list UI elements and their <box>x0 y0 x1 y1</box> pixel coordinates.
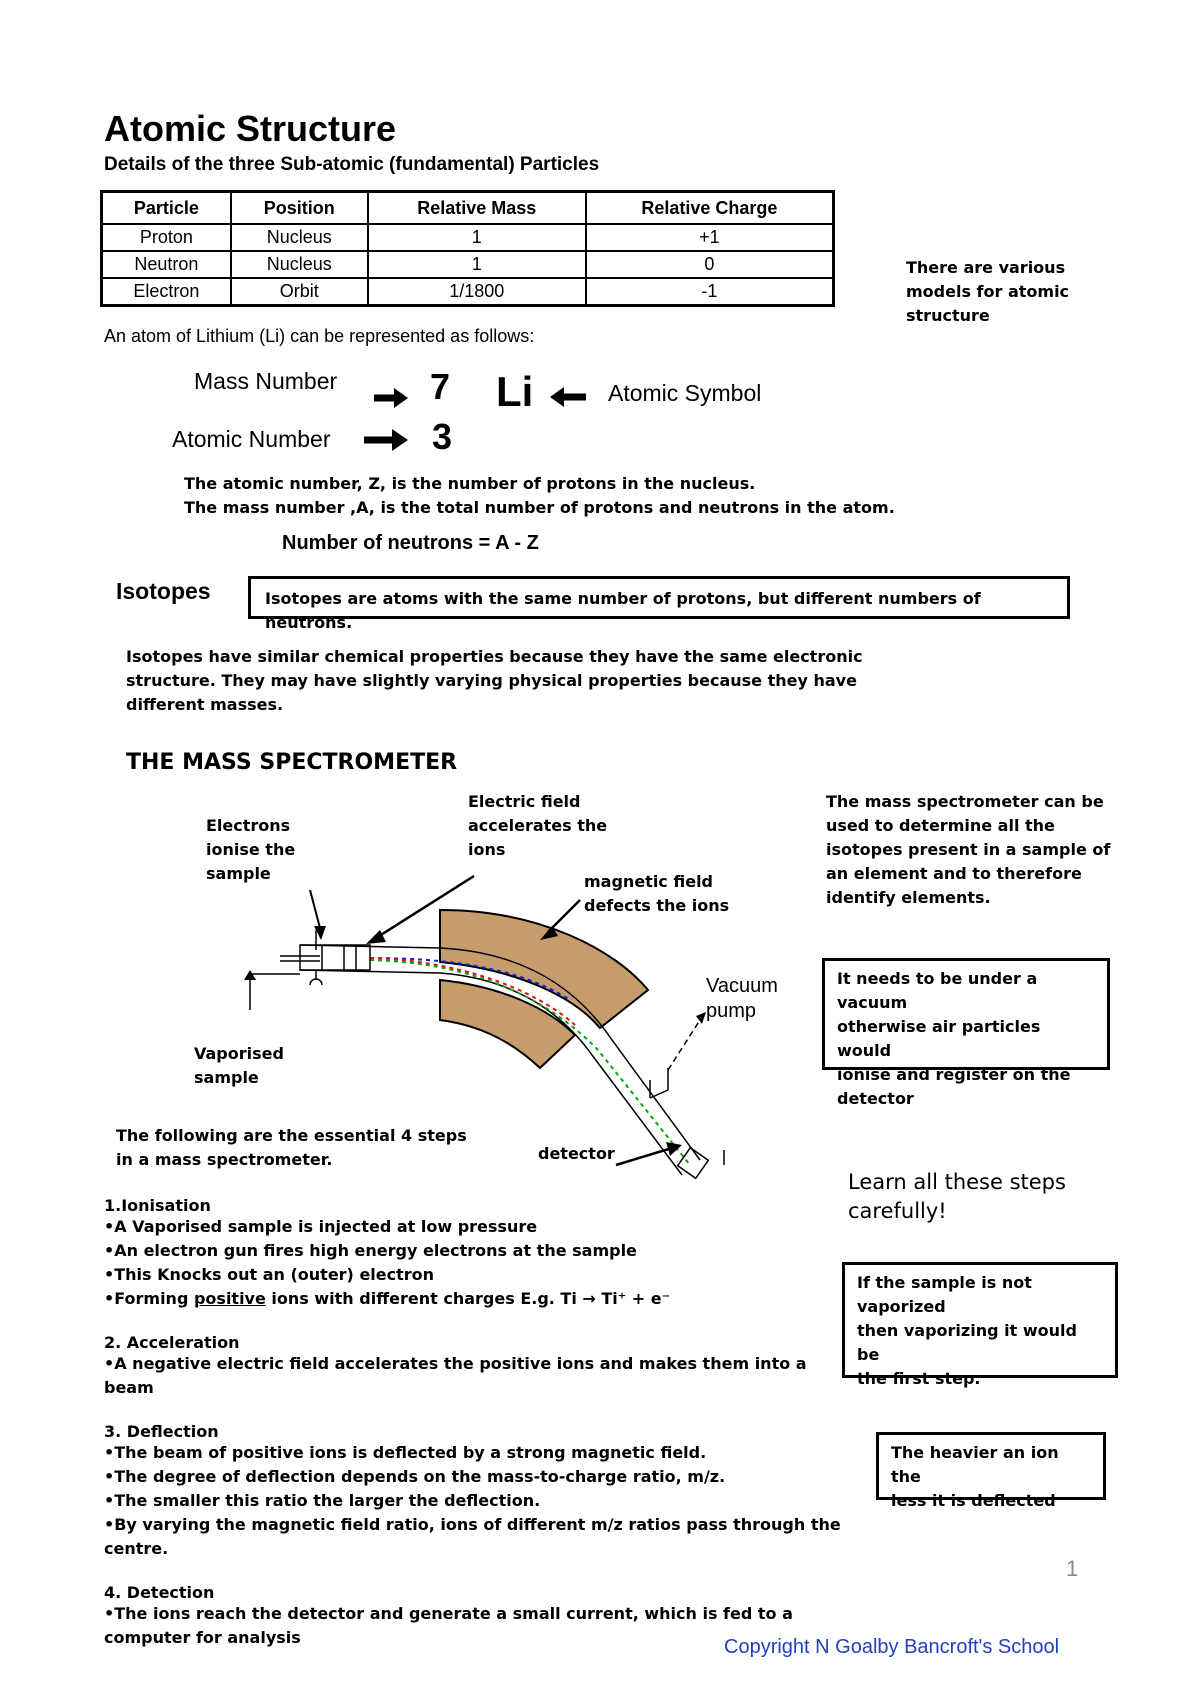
label-line: Electric field <box>468 792 581 811</box>
atomic-symbol-label: Atomic Symbol <box>608 380 762 406</box>
label-line: Electrons <box>206 816 291 835</box>
note-line: less it is deflected <box>891 1491 1056 1510</box>
note-line: then vaporizing it would be <box>857 1321 1077 1364</box>
mass-spectrometer-diagram <box>0 780 760 1180</box>
element-symbol: Li <box>496 368 534 415</box>
note-line: carefully! <box>848 1199 947 1223</box>
detector-box <box>678 1148 709 1179</box>
note-line: It needs to be under a vacuum <box>837 969 1038 1012</box>
note-line: Learn all these steps <box>848 1170 1066 1194</box>
table-cell: Orbit <box>231 278 368 306</box>
essential-steps-note <box>116 1124 467 1172</box>
isotopes-heading: Isotopes <box>116 578 211 604</box>
mass-number-definition: The mass number ,A, is the total number of protons and neutrons in the atom. <box>184 498 895 517</box>
section-subtitle: Details of the three Sub-atomic (fundamental) Particles <box>104 154 600 175</box>
arrow-left-icon <box>550 387 586 407</box>
table-cell: 1 <box>368 251 586 278</box>
detector-pointer <box>616 1148 672 1165</box>
paragraph-line: structure. They may have slightly varying physical properties because they have <box>126 671 857 690</box>
isotopes-definition-box: Isotopes are atoms with the same number of protons, but different numbers of neutrons. <box>248 576 1070 619</box>
note-line: The heavier an ion the <box>891 1443 1059 1486</box>
label-line: pump <box>706 1000 757 1022</box>
step-title: 1.Ionisation <box>104 1196 211 1215</box>
note-line: identify elements. <box>826 888 991 907</box>
note-line: detector <box>837 1089 914 1108</box>
label-line: defects the ions <box>584 896 730 915</box>
note-line: in a mass spectrometer. <box>116 1150 333 1169</box>
step-bullet: •By varying the magnetic field ratio, ions of different m/z ratios pass through the centre. <box>104 1515 841 1558</box>
table-header: Position <box>231 192 368 225</box>
label-line: accelerates the <box>468 816 608 835</box>
table-header: Relative Charge <box>586 192 834 225</box>
note-line: isotopes present in a sample of <box>826 840 1111 859</box>
text-span: •Forming <box>104 1289 194 1308</box>
lithium-intro: An atom of Lithium (Li) can be represented as follows: <box>104 326 535 346</box>
note-line: ionise and register on the <box>837 1065 1071 1084</box>
electrons-pointer <box>310 890 320 928</box>
arrow-right-icon <box>374 388 408 408</box>
paragraph-line: Isotopes have similar chemical properties because they have the same electronic <box>126 647 863 666</box>
table-cell: Nucleus <box>231 251 368 278</box>
table-cell: 0 <box>586 251 834 278</box>
learn-steps-note <box>848 1168 1066 1226</box>
table-cell: Proton <box>102 224 231 251</box>
table-cell: -1 <box>586 278 834 306</box>
table-header: Relative Mass <box>368 192 586 225</box>
table-cell: Neutron <box>102 251 231 278</box>
step-bullet <box>104 1287 844 1311</box>
step-bullet: •The smaller this ratio the larger the deflection. <box>104 1491 541 1510</box>
detector-label: detector <box>538 1144 615 1163</box>
page-title: Atomic Structure <box>104 108 397 149</box>
step-bullet: •The ions reach the detector and generate a small current, which is fed to a computer for analysis <box>104 1604 793 1647</box>
mass-number-label: Mass Number <box>194 368 338 394</box>
note-line: The following are the essential 4 steps <box>116 1126 467 1145</box>
table-cell: +1 <box>586 224 834 251</box>
neutron-formula: Number of neutrons = A - Z <box>282 532 539 554</box>
mass-spec-purpose-note <box>826 790 1110 910</box>
ionisation-chamber <box>300 945 370 970</box>
underlined-word: positive <box>193 1289 266 1308</box>
table-cell: Nucleus <box>231 224 368 251</box>
label-line: sample <box>206 864 271 883</box>
step-bullet: •The beam of positive ions is deflected by a strong magnetic field. <box>104 1443 707 1462</box>
vacuum-arrow <box>668 1020 700 1070</box>
models-note: There are various models for atomic structure <box>906 258 1070 325</box>
notation-arrows <box>0 0 1200 470</box>
arrow-right-icon <box>364 429 408 451</box>
note-line: If the sample is not vaporized <box>857 1273 1032 1316</box>
note-line: the first step. <box>857 1369 981 1388</box>
copyright-footer: Copyright N Goalby Bancroft's School <box>724 1636 1060 1658</box>
mass-spectrometer-heading: THE MASS SPECTROMETER <box>126 750 458 775</box>
page-number: 1 <box>1066 1556 1079 1581</box>
table-cell: 1/1800 <box>368 278 586 306</box>
step-bullet: •A Vaporised sample is injected at low pressure <box>104 1217 538 1236</box>
magnetic-pointer <box>548 900 580 932</box>
vacuum-note-box <box>822 958 1110 1108</box>
isotopes-paragraph <box>126 645 863 717</box>
note-line: otherwise air particles would <box>837 1017 1041 1060</box>
atomic-number-definition: The atomic number, Z, is the number of protons in the nucleus. <box>184 474 756 493</box>
step-bullet: •An electron gun fires high energy electrons at the sample <box>104 1241 637 1260</box>
label-line: Vaporised <box>194 1044 284 1063</box>
label-line: ionise the <box>206 840 296 859</box>
paragraph-line: different masses. <box>126 695 284 714</box>
table-cell: Electron <box>102 278 231 306</box>
step-title: 4. Detection <box>104 1583 215 1602</box>
atomic-number-label: Atomic Number <box>172 426 331 452</box>
vaporize-note-box <box>842 1262 1118 1388</box>
label-line: magnetic field <box>584 872 713 891</box>
step-title: 2. Acceleration <box>104 1333 240 1352</box>
steps-list <box>104 1196 844 1650</box>
note-line: an element and to therefore <box>826 864 1082 883</box>
mass-number-value: 7 <box>430 366 451 407</box>
step-bullet: •This Knocks out an (outer) electron <box>104 1265 435 1284</box>
heavier-ion-note-box <box>876 1432 1106 1510</box>
atomic-number-value: 3 <box>432 416 453 457</box>
label-line: sample <box>194 1068 259 1087</box>
note-line: used to determine all the <box>826 816 1055 835</box>
table-header: Particle <box>102 192 231 225</box>
step-bullet: •A negative electric field accelerates the positive ions and makes them into a beam <box>104 1354 807 1397</box>
note-line: The mass spectrometer can be <box>826 792 1104 811</box>
step-title: 3. Deflection <box>104 1422 219 1441</box>
table-cell: 1 <box>368 224 586 251</box>
step-bullet: •The degree of deflection depends on the mass-to-charge ratio, m/z. <box>104 1467 726 1486</box>
text-span: ions with different charges E.g. Ti → Ti⁺ + e⁻ <box>265 1289 671 1308</box>
sample-inlet <box>250 974 300 1010</box>
label-line: Vacuum <box>706 975 778 997</box>
label-line: ions <box>468 840 506 859</box>
